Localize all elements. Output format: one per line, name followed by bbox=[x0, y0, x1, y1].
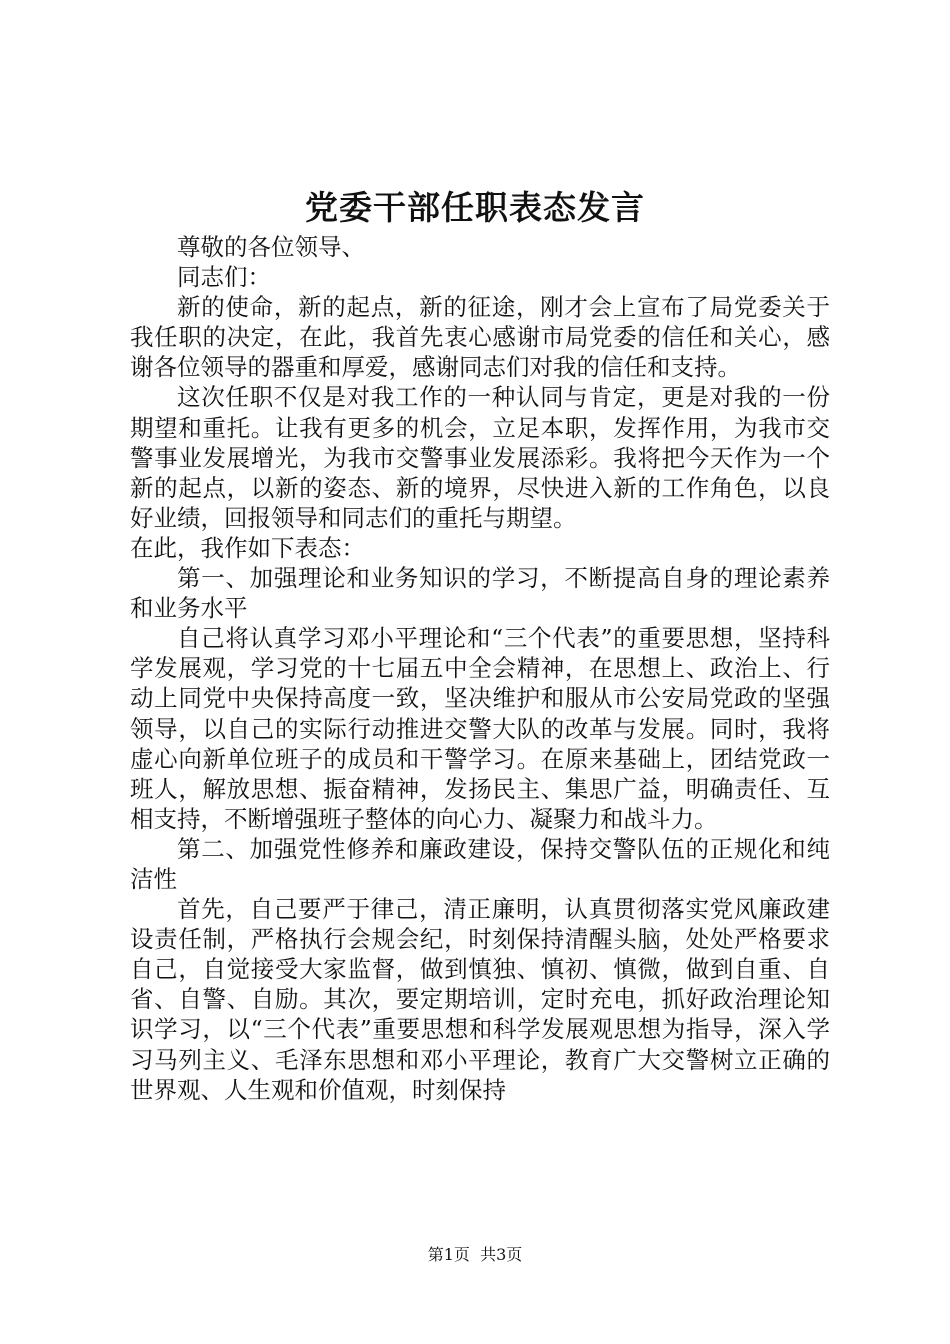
page-number-label: 第1页 共3页 bbox=[427, 1245, 523, 1264]
paragraph-section-2: 首先，自己要严于律己，清正廉明，认真贯彻落实党风廉政建设责任制，严格执行会规会纪，时刻保持清醒头脑，处处严格要求自己，自觉接受大家监督，做到慎独、慎初、慎微，做到自重、自省、自警、自励。其次，要定期培训，定时充电，抓好政治理论知识学习，以“三个代表”重要思想和科学发展观思想为指导，深入学习马列主义、毛泽东思想和邓小平理论，教育广大交警树立正确的世界观、人生观和价值观，时刻保持 bbox=[130, 895, 830, 1104]
paragraph-opening: 新的使命，新的起点，新的征途，刚才会上宣布了局党委关于我任职的决定，在此，我首先衷心感谢市局党委的信任和关心，感谢各位领导的器重和厚爱，感谢同志们对我的信任和支持。 bbox=[130, 293, 830, 382]
salutation-line-2: 同志们： bbox=[177, 263, 271, 292]
paragraph-commitment: 这次任职不仅是对我工作的一种认同与肯定，更是对我的一份期望和重托。让我有更多的机会，立足本职，发挥作用，为我市交警事业发展增光，为我市交警事业发展添彩。我将把今天作为一个新的起点，以新的姿态、新的境界，尽快进入新的工作角色，以良好业绩，回报领导和同志们的重托与期望。 bbox=[130, 383, 830, 532]
paragraph-section-1: 自己将认真学习邓小平理论和“三个代表”的重要思想，坚持科学发展观，学习党的十七届五中全会精神，在思想上、政治上、行动上同党中央保持高度一致，坚决维护和服从市公安局党政的坚强领导，以自己的实际行动推进交警大队的改革与发展。同时，我将虚心向新单位班子的成员和干警学习。在原来基础上，团结党政一班人，解放思想、振奋精神，发扬民主、集思广益，明确责任、互相支持，不断增强班子整体的向心力、凝聚力和战斗力。 bbox=[130, 624, 830, 833]
salutation-line-1: 尊敬的各位领导、 bbox=[177, 233, 365, 261]
document-body bbox=[130, 232, 830, 1105]
section-heading-2: 第二、加强党性修养和廉政建设，保持交警队伍的正规化和纯洁性 bbox=[130, 834, 830, 893]
document-title: 党委干部任职表态发言 bbox=[305, 188, 645, 227]
paragraph-statement-intro: 在此，我作如下表态： bbox=[130, 533, 365, 562]
section-heading-1: 第一、加强理论和业务知识的学习，不断提高自身的理论素养和业务水平 bbox=[130, 564, 830, 623]
page-footer bbox=[0, 1244, 950, 1266]
